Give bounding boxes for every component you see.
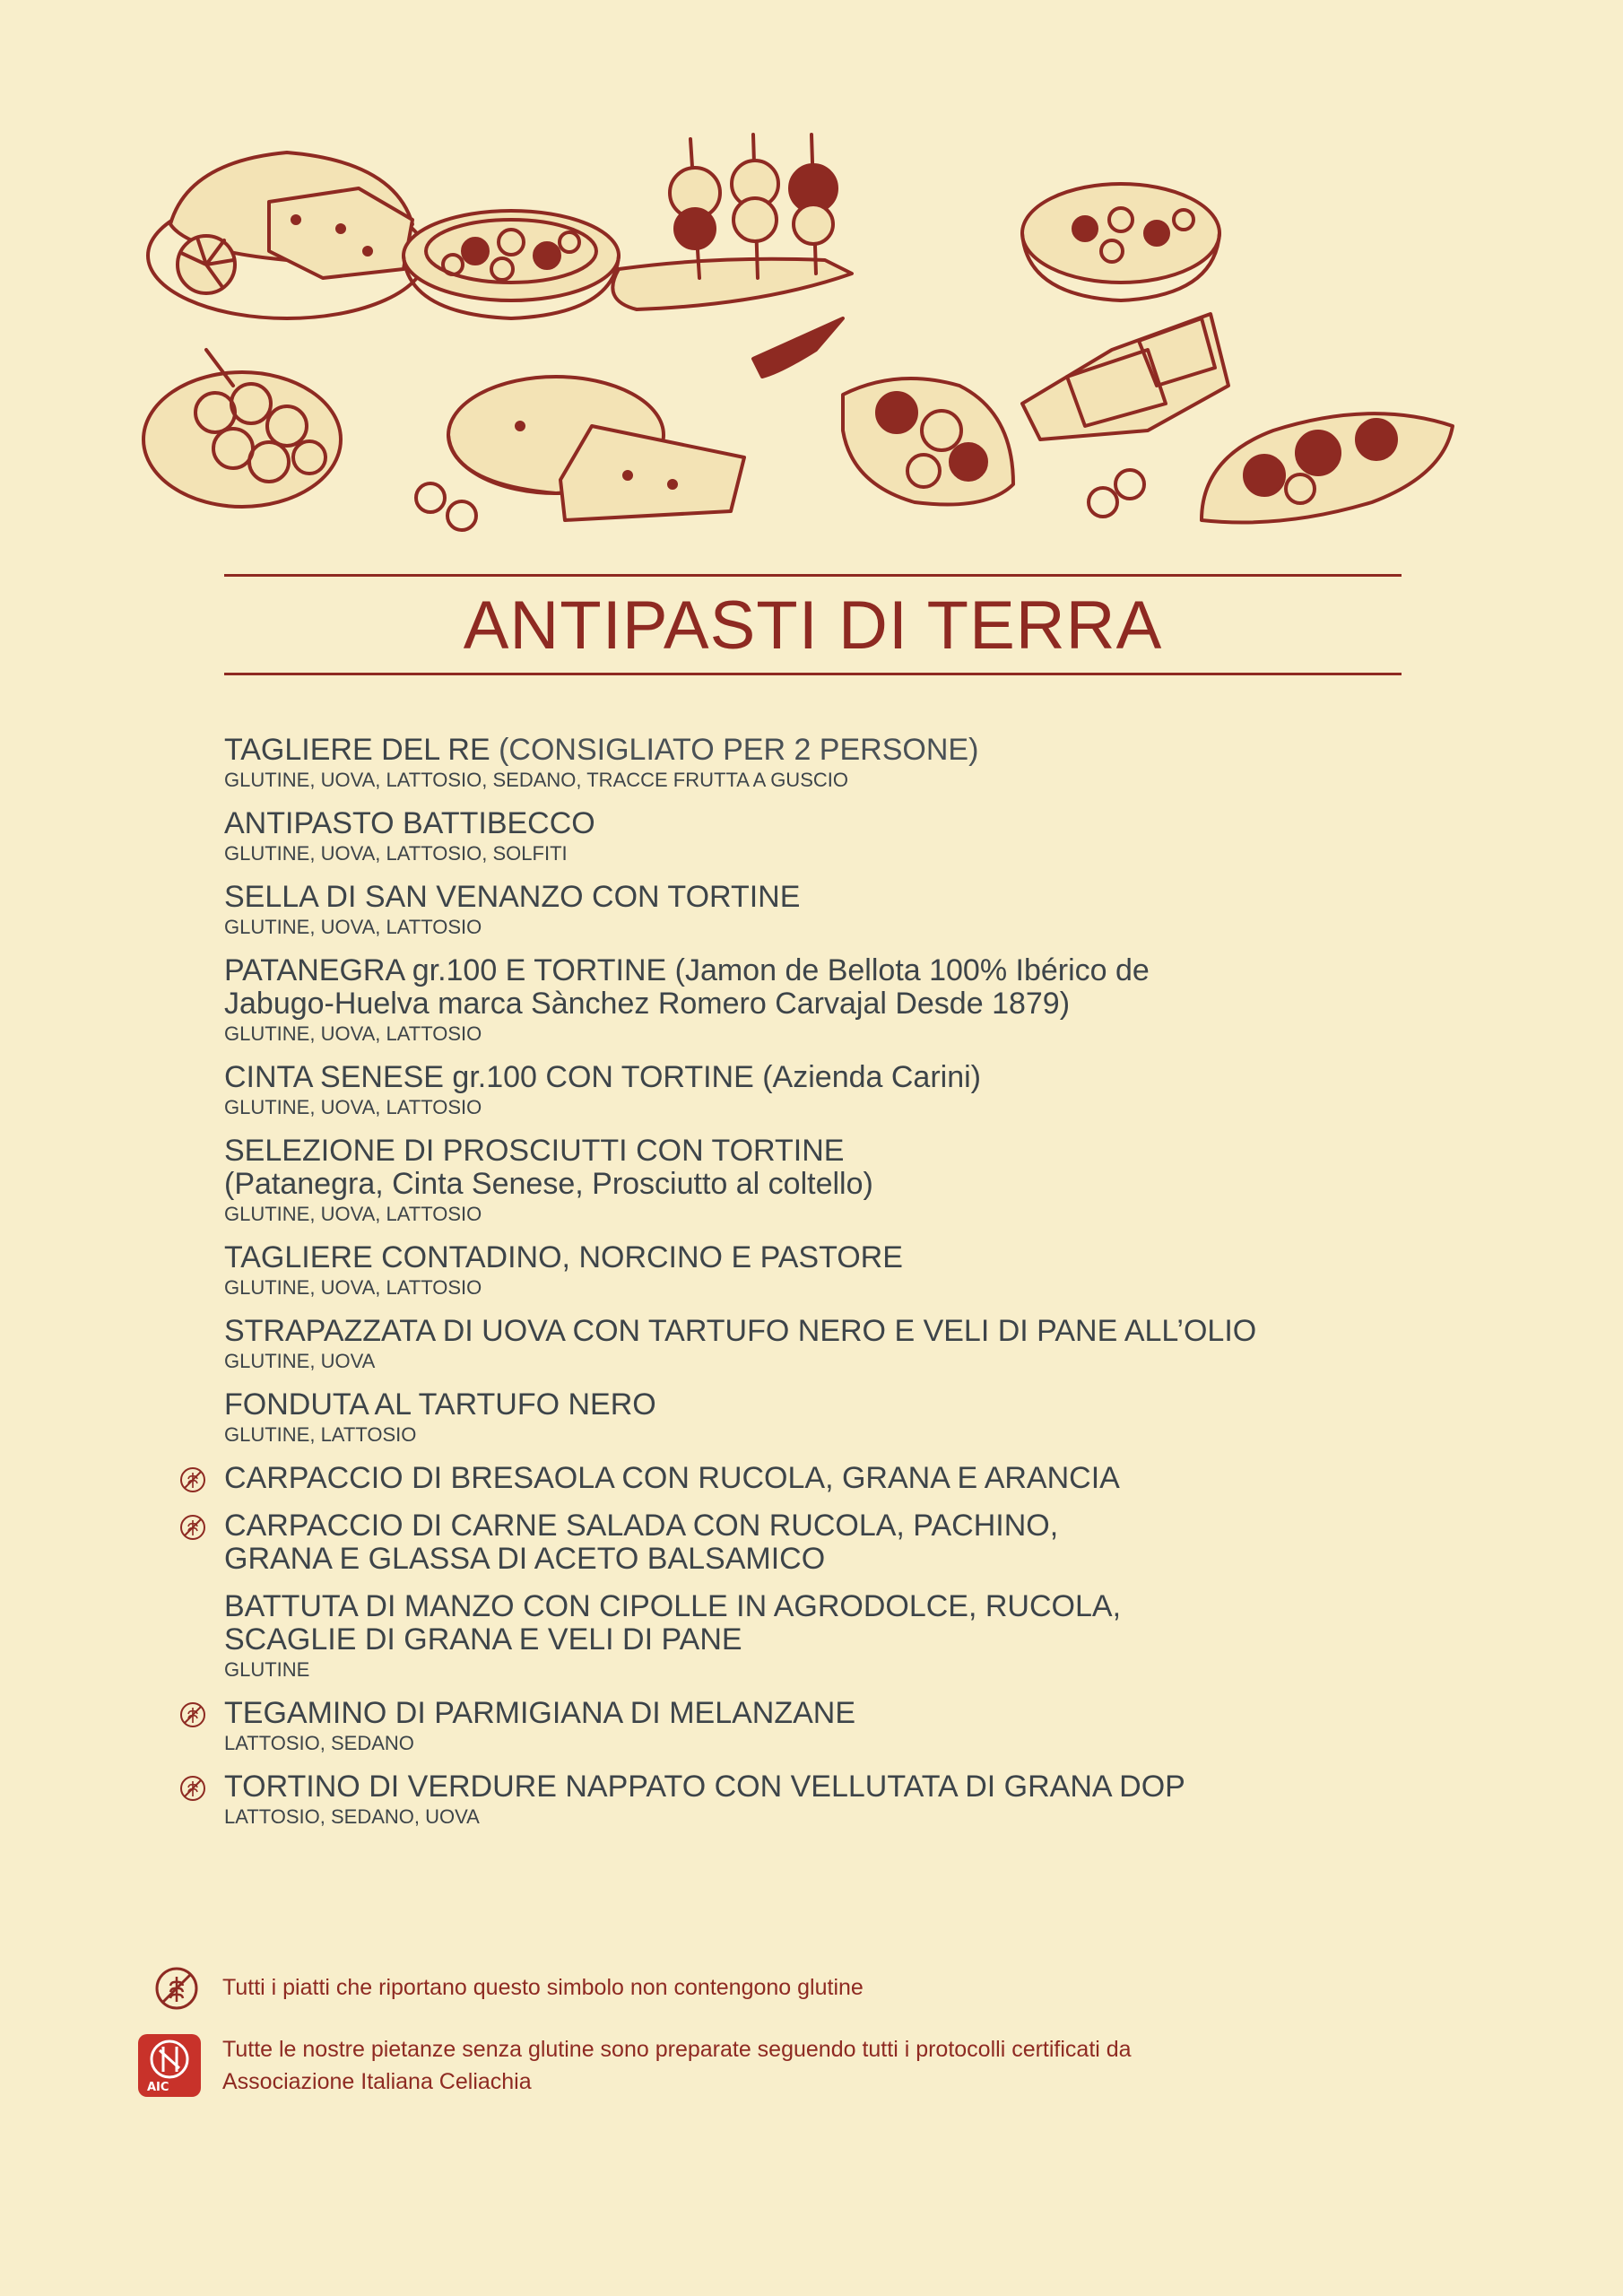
aic-note: Tutte le nostre pietanze senza glutine sono preparate seguendo tutti i protocolli certificati da Associazione Italiana Celiachia xyxy=(222,2037,1132,2094)
menu-item-name xyxy=(224,1135,1345,1201)
menu-item xyxy=(224,1061,1345,1120)
menu-item-title: CARPACCIO DI BRESAOLA CON RUCOLA, GRANA E ARANCIA xyxy=(224,1461,1120,1495)
menu-item-name xyxy=(224,1697,1345,1730)
menu-item-title: TAGLIERE DEL RE xyxy=(224,733,490,767)
menu-item-name xyxy=(224,807,1345,840)
menu-item-name xyxy=(224,1590,1345,1657)
menu-item-allergens: GLUTINE, UOVA, LATTOSIO xyxy=(224,1276,482,1299)
menu-item-allergens: GLUTINE, LATTOSIO xyxy=(224,1423,417,1446)
menu-item xyxy=(224,807,1345,866)
cheese-wheel-drawing xyxy=(148,152,426,318)
aic-logo-text: AIC xyxy=(147,2081,169,2094)
olive-bowl-right-drawing xyxy=(1022,184,1219,300)
menu-item-name xyxy=(224,881,1345,914)
gluten-free-icon xyxy=(179,1701,206,1728)
menu-item-name xyxy=(224,1241,1345,1274)
menu-item-name xyxy=(224,1462,1345,1495)
menu-item-title: SELEZIONE DI PROSCIUTTI CON TORTINE (Patanegra, Cinta Senese, Prosciutto al coltello) xyxy=(224,1134,873,1201)
menu-item xyxy=(224,1241,1345,1300)
olive-plate-drawing xyxy=(143,350,476,530)
menu-item xyxy=(224,1462,1345,1495)
menu-item xyxy=(224,1315,1345,1374)
menu-item-title: TAGLIERE CONTADINO, NORCINO E PASTORE xyxy=(224,1240,903,1274)
gluten-free-icon xyxy=(179,1466,206,1493)
menu-list xyxy=(224,734,1345,1844)
gluten-free-note: Tutti i piatti che riportano questo simbolo non contengono glutine xyxy=(222,1975,864,2000)
menu-item-allergens: GLUTINE, UOVA, LATTOSIO xyxy=(224,1022,482,1045)
cheese-center-drawing xyxy=(448,377,744,520)
menu-item-title: CINTA SENESE gr.100 CON TORTINE (Azienda Carini) xyxy=(224,1060,981,1094)
skewer-bruschetta-drawing xyxy=(612,135,852,309)
menu-item xyxy=(224,1697,1345,1756)
menu-item-title: TORTINO DI VERDURE NAPPATO CON VELLUTATA DI GRANA DOP xyxy=(224,1770,1185,1804)
title-top-rule xyxy=(224,574,1402,577)
gluten-free-icon xyxy=(179,1514,206,1541)
menu-item-title: ANTIPASTO BATTIBECCO xyxy=(224,806,595,840)
menu-item-title: TEGAMINO DI PARMIGIANA DI MELANZANE xyxy=(224,1696,856,1730)
meat-bruschetta-drawing xyxy=(1202,413,1453,522)
menu-item-name xyxy=(224,734,1345,767)
menu-item-title: CARPACCIO DI CARNE SALADA CON RUCOLA, PACHINO, GRANA E GLASSA DI ACETO BALSAMICO xyxy=(224,1509,1059,1576)
menu-item-title: STRAPAZZATA DI UOVA CON TARTUFO NERO E VELI DI PANE ALL’OLIO xyxy=(224,1314,1257,1348)
bread-slices-drawing xyxy=(1022,314,1228,439)
aic-logo xyxy=(136,2032,203,2099)
title-bottom-rule xyxy=(224,673,1402,675)
menu-item xyxy=(224,1135,1345,1227)
menu-item-allergens: GLUTINE, UOVA xyxy=(224,1350,376,1372)
menu-item-note: (CONSIGLIATO PER 2 PERSONE) xyxy=(499,733,979,767)
olive-bowl-drawing xyxy=(404,211,619,318)
menu-item xyxy=(224,954,1345,1047)
menu-item xyxy=(224,1590,1345,1683)
menu-item xyxy=(224,1770,1345,1830)
menu-item xyxy=(224,734,1345,793)
gluten-free-icon xyxy=(154,1966,199,2011)
menu-item-title: FONDUTA AL TARTUFO NERO xyxy=(224,1387,656,1422)
menu-item-name xyxy=(224,1061,1345,1094)
menu-item-title: PATANEGRA gr.100 E TORTINE (Jamon de Bellota 100% Ibérico de Jabugo-Huelva marca Sànchez Romero Carvajal Desde 1879) xyxy=(224,953,1150,1021)
menu-item-name xyxy=(224,1388,1345,1422)
menu-item xyxy=(224,1388,1345,1448)
menu-item-name xyxy=(224,1315,1345,1348)
menu-item-title: BATTUTA DI MANZO CON CIPOLLE IN AGRODOLCE, RUCOLA, SCAGLIE DI GRANA E VELI DI PANE xyxy=(224,1589,1122,1657)
menu-item-allergens: GLUTINE, UOVA, LATTOSIO xyxy=(224,1096,482,1118)
menu-item-title: SELLA DI SAN VENANZO CON TORTINE xyxy=(224,880,801,914)
menu-item-name xyxy=(224,1770,1345,1804)
menu-item-allergens: GLUTINE, UOVA, LATTOSIO, SEDANO, TRACCE FRUTTA A GUSCIO xyxy=(224,769,848,791)
menu-item-allergens: GLUTINE, UOVA, LATTOSIO xyxy=(224,1203,482,1225)
menu-item xyxy=(224,881,1345,940)
spread-drawing xyxy=(753,318,843,377)
menu-item-allergens: LATTOSIO, SEDANO xyxy=(224,1732,414,1754)
menu-item xyxy=(224,1509,1345,1576)
menu-item-name xyxy=(224,954,1345,1021)
gluten-free-icon xyxy=(179,1775,206,1802)
menu-item-allergens: GLUTINE, UOVA, LATTOSIO, SOLFITI xyxy=(224,842,568,865)
food-illustration xyxy=(135,117,1480,547)
menu-item-name xyxy=(224,1509,1345,1576)
page-title: ANTIPASTI DI TERRA xyxy=(463,587,1163,664)
menu-item-allergens: GLUTINE xyxy=(224,1658,310,1681)
menu-item-allergens: GLUTINE, UOVA, LATTOSIO xyxy=(224,916,482,938)
menu-item-allergens: LATTOSIO, SEDANO, UOVA xyxy=(224,1805,480,1828)
